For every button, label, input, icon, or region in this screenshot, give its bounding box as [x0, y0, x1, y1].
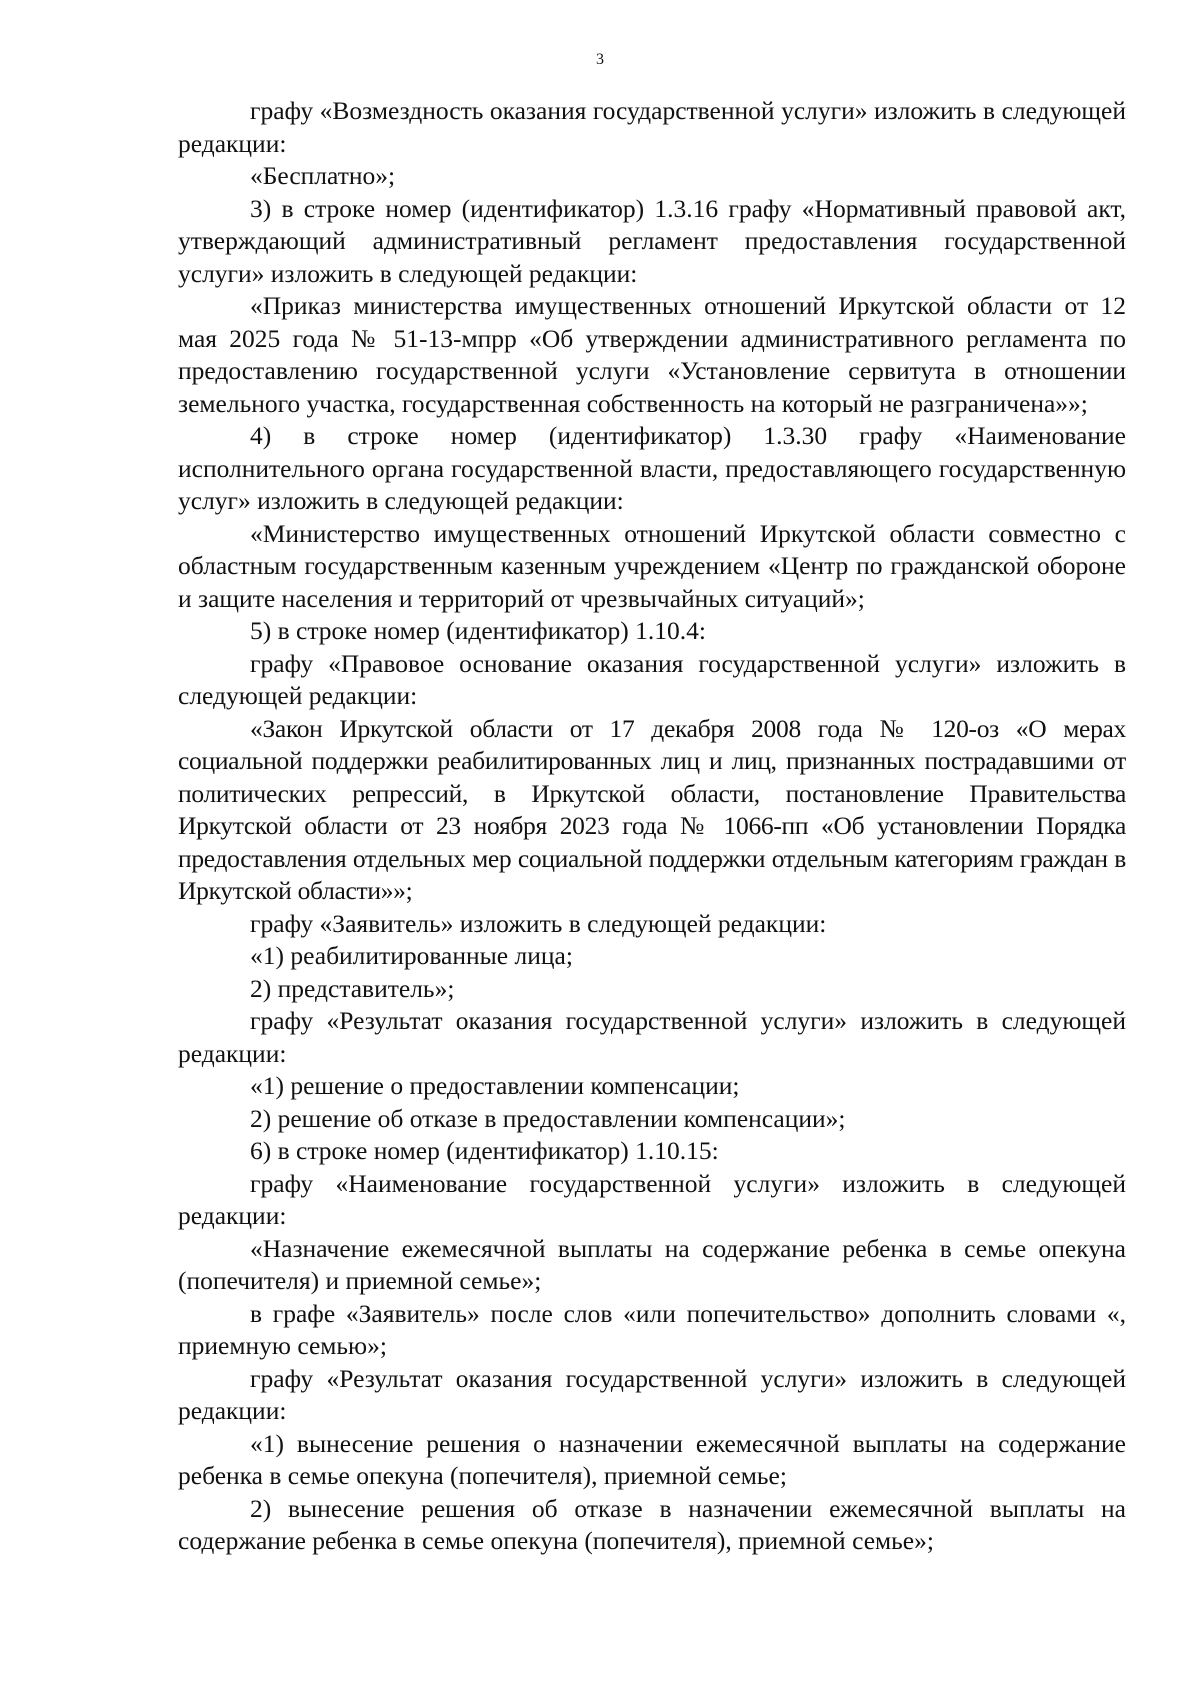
- document-body: [178, 95, 1126, 1558]
- paragraph: «Закон Иркутской области от 17 декабря 2008 года № 120-оз «О мерах социальной поддержки реабилитированных лиц и лиц, признанных пострадавшими от политических репрессий, в Иркутской области, постановление Правительства Иркутской области от 23 ноября 2023 года № 1066-пп «Об установлении Порядка предоставления отдельных мер социальной поддержки отдельным категориям граждан в Иркутской области»»;: [178, 713, 1126, 905]
- paragraph: 3) в строке номер (идентификатор) 1.3.16 графу «Нормативный правовой акт, утверждающий административный регламент предоставления государственной услуги» изложить в следующей редакции:: [178, 193, 1126, 288]
- paragraph: 2) решение об отказе в предоставлении компенсации»;: [250, 1103, 846, 1133]
- paragraph: 6) в строке номер (идентификатор) 1.10.15:: [250, 1136, 719, 1165]
- paragraph: графу «Правовое основание оказания государственной услуги» изложить в следующей редакции:: [178, 648, 1126, 710]
- paragraph: графу «Результат оказания государственной услуги» изложить в следующей редакции:: [178, 1006, 1126, 1068]
- paragraph: «1) вынесение решения о назначении ежемесячной выплаты на содержание ребенка в семье опекуна (попечителя), приемной семье;: [178, 1428, 1126, 1490]
- paragraph: «Приказ министерства имущественных отношений Иркутской области от 12 мая 2025 года № 51-13-мпрр «Об утверждении административного регламента по предоставлению государственной услуги «Установление сервитута в отношении земельного участка, государственная собственность на который не разграничена»»;: [178, 291, 1126, 418]
- paragraph: графу «Возмездность оказания государственной услуги» изложить в следующей редакции:: [178, 96, 1126, 158]
- paragraph: 2) представитель»;: [250, 973, 455, 1003]
- paragraph: графу «Заявитель» изложить в следующей редакции:: [250, 908, 827, 938]
- paragraph: 4) в строке номер (идентификатор) 1.3.30 графу «Наименование исполнительного органа государственной власти, предоставляющего государственную услуг» изложить в следующей редакции:: [178, 421, 1126, 515]
- page-number: 3: [596, 51, 604, 68]
- paragraph: графу «Наименование государственной услуги» изложить в следующей редакции:: [178, 1168, 1126, 1230]
- paragraph: 2) вынесение решения об отказе в назначении ежемесячной выплаты на содержание ребенка в семье опекуна (попечителя), приемной семье»;: [178, 1493, 1126, 1555]
- paragraph: графу «Результат оказания государственной услуги» изложить в следующей редакции:: [178, 1363, 1126, 1425]
- paragraph: «1) реабилитированные лица;: [250, 941, 573, 970]
- paragraph: 5) в строке номер (идентификатор) 1.10.4:: [250, 616, 706, 645]
- paragraph: «Назначение ежемесячной выплаты на содержание ребенка в семье опекуна (попечителя) и приемной семье»;: [178, 1233, 1126, 1295]
- paragraph: «Министерство имущественных отношений Иркутской области совместно с областным государственным казенным учреждением «Центр по гражданской обороне и защите населения и территорий от чрезвычайных ситуаций»;: [178, 518, 1126, 613]
- paragraph: «Бесплатно»;: [250, 161, 396, 190]
- paragraph: «1) решение о предоставлении компенсации;: [250, 1071, 740, 1100]
- paragraph: в графе «Заявитель» после слов «или попечительство» дополнить словами «, приемную семью»;: [178, 1298, 1126, 1360]
